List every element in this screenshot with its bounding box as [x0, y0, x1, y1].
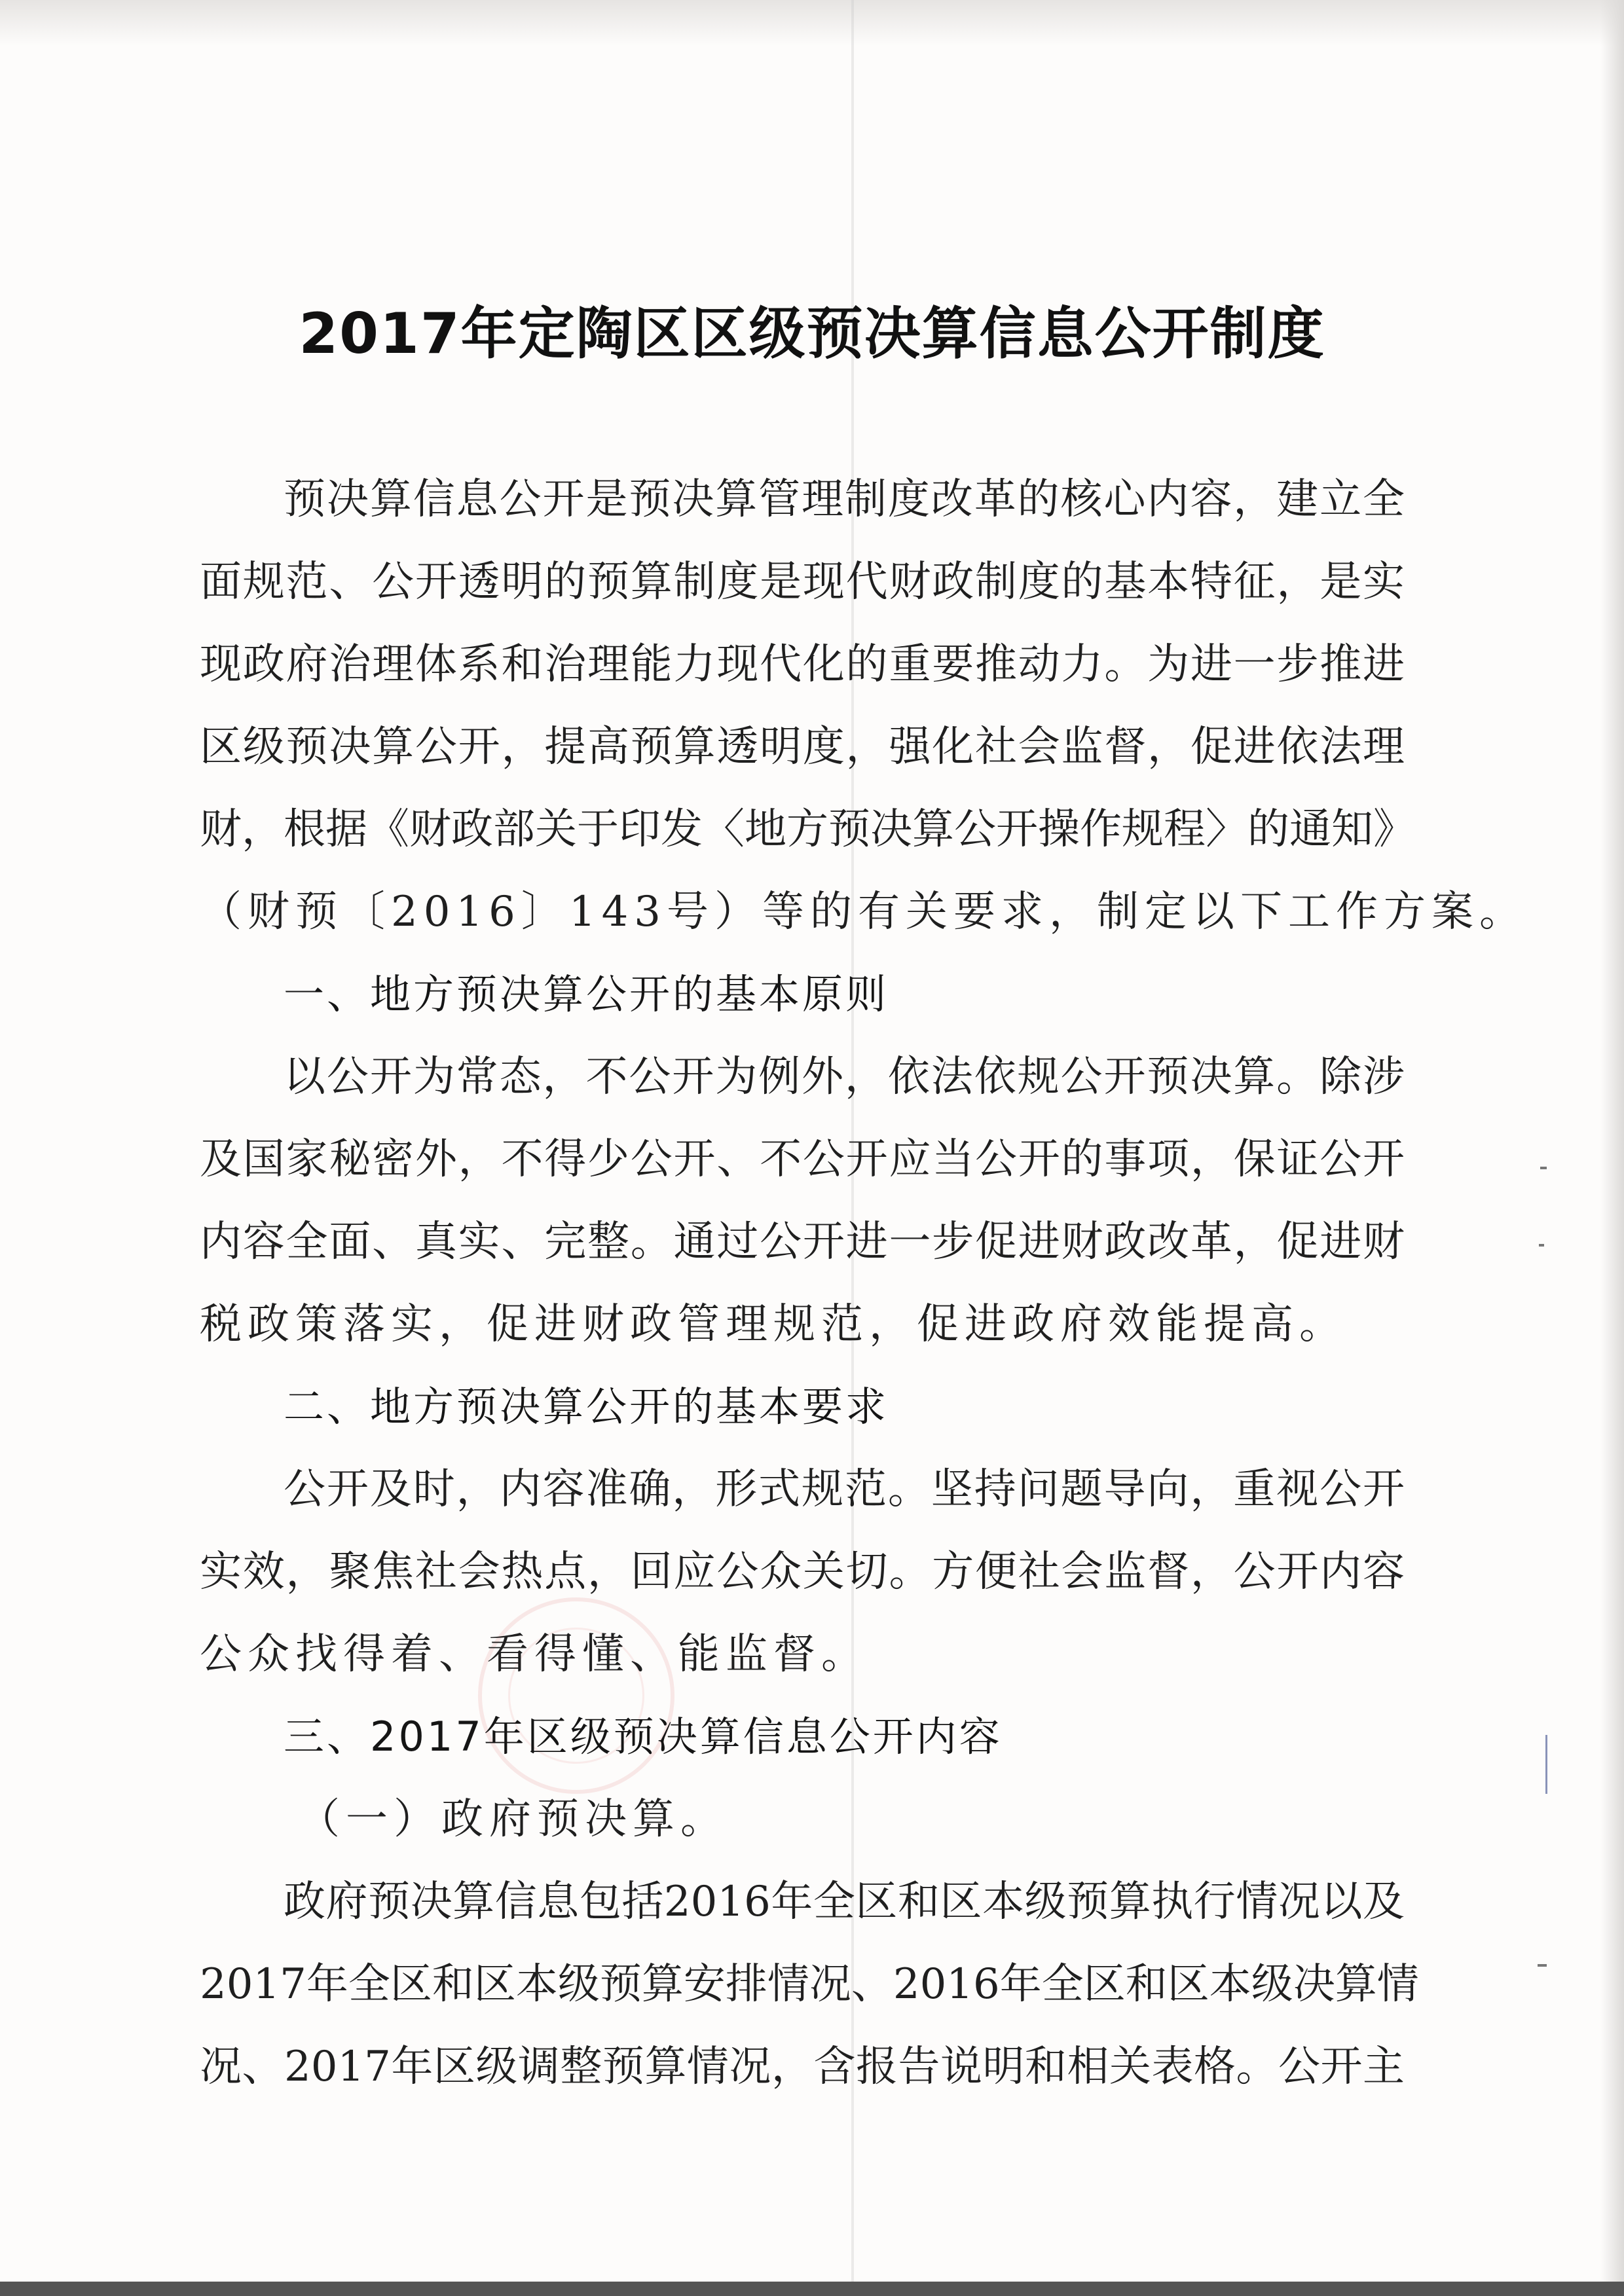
body-line: 政府预决算信息包括2016年全区和区本级预算执行情况以及: [284, 1878, 1405, 1926]
body-line: 财，根据《财政部关于印发〈地方预决算公开操作规程〉的通知》: [200, 805, 1415, 854]
scan-speck: [1538, 1964, 1547, 1967]
body-line: （财预〔2016〕143号）等的有关要求，制定以下工作方案。: [200, 888, 1528, 936]
document-body: [200, 458, 1528, 2108]
section-heading: 二、地方预决算公开的基本要求: [284, 1383, 889, 1430]
body-line: 及国家秘密外，不得少公开、不公开应当公开的事项，保证公开: [200, 1135, 1405, 1184]
body-line: 况、2017年区级调整预算情况，含报告说明和相关表格。公开主: [200, 2043, 1405, 2091]
body-line: 实效，聚焦社会热点，回应公众关切。方便社会监督，公开内容: [200, 1548, 1405, 1596]
scan-top-shadow: [0, 0, 1624, 46]
subsection-heading: （一）政府预决算。: [298, 1795, 728, 1844]
body-line: 区级预决算公开，提高预算透明度，强化社会监督，促进依法理: [200, 723, 1405, 771]
body-line: 内容全面、真实、完整。通过公开进一步促进财政改革，促进财: [200, 1218, 1405, 1266]
body-line: 公开及时，内容准确，形式规范。坚持问题导向，重视公开: [284, 1465, 1405, 1514]
scan-speck: [1539, 1244, 1544, 1247]
section-heading: 一、地方预决算公开的基本原则: [284, 970, 889, 1018]
body-line: 面规范、公开透明的预算制度是现代财政制度的基本特征，是实: [200, 558, 1405, 606]
body-line: 税政策落实，促进财政管理规范，促进政府效能提高。: [200, 1300, 1347, 1349]
body-line: 现政府治理体系和治理能力现代化的重要推动力。为进一步推进: [200, 640, 1405, 689]
body-line: 2017年全区和区本级预算安排情况、2016年全区和区本级决算情: [200, 1960, 1419, 2009]
scan-bottom-band: [0, 2282, 1624, 2296]
body-line: 预决算信息公开是预决算管理制度改革的核心内容，建立全: [284, 475, 1405, 524]
body-line: 以公开为常态，不公开为例外，依法依规公开预决算。除涉: [284, 1053, 1405, 1101]
scan-speck: [1540, 1167, 1547, 1169]
scan-edge-line: [1545, 1735, 1547, 1794]
document-title: 2017年定陶区区级预决算信息公开制度: [299, 301, 1325, 367]
section-heading: 三、2017年区级预决算信息公开内容: [284, 1713, 1003, 1760]
body-line: 公众找得着、看得懂、能监督。: [200, 1630, 869, 1679]
